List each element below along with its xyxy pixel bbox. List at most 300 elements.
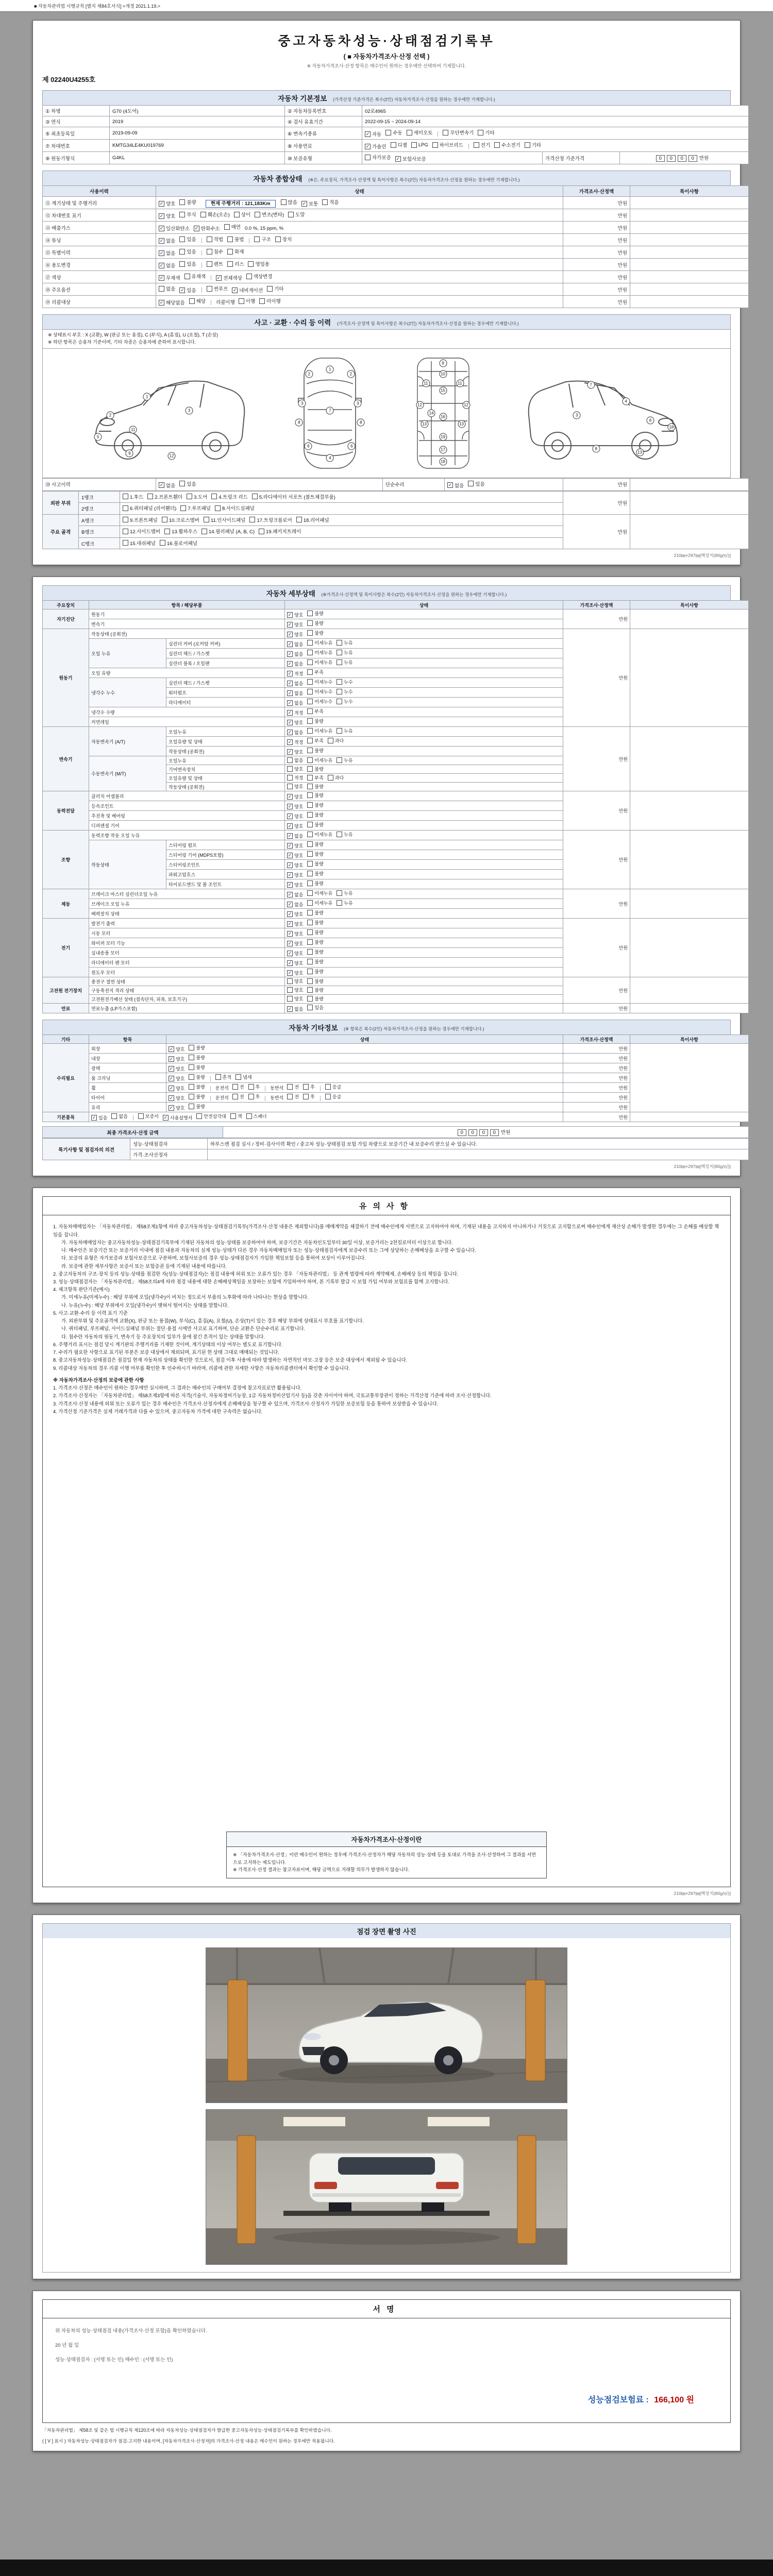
checkbox-양호[interactable] — [169, 1056, 184, 1062]
part-number-5: 5 — [94, 433, 102, 440]
checkbox-불량[interactable] — [307, 841, 323, 848]
checkbox-불량[interactable] — [189, 1054, 205, 1061]
checkbox-mark — [189, 298, 195, 304]
checkbox-있음[interactable] — [307, 1004, 323, 1011]
checkbox-색상변경[interactable] — [246, 273, 273, 280]
checkbox-누유[interactable] — [337, 831, 352, 838]
checkbox-미세누유[interactable] — [307, 757, 332, 764]
checkbox-불량[interactable] — [189, 1074, 205, 1080]
checkbox-label: 미세누유 — [314, 901, 333, 906]
checkbox-mark — [164, 529, 170, 534]
checkbox-양호[interactable] — [287, 911, 303, 918]
checkbox-양호[interactable] — [169, 1046, 184, 1053]
fee-label: 성능점검보험료 : — [587, 2395, 649, 2404]
checkbox-누유[interactable] — [337, 890, 352, 896]
checkbox-label: 불량 — [314, 940, 324, 945]
checkbox-12.사이드멤버[interactable] — [123, 528, 160, 535]
checkbox-유채색[interactable] — [184, 273, 206, 280]
checkbox-미세누유[interactable] — [307, 831, 332, 838]
checkbox-디젤[interactable] — [391, 141, 407, 148]
checkbox-label: 훼손(오손) — [207, 212, 230, 218]
label-cell: 실린더 블록 / 오일팬 — [166, 658, 285, 668]
checkbox-과다[interactable] — [328, 737, 344, 744]
checkbox-불량[interactable] — [307, 792, 323, 799]
checkbox-전[interactable] — [232, 1093, 244, 1100]
checkbox-양호[interactable] — [169, 1105, 184, 1111]
checkbox-불량[interactable] — [307, 718, 323, 724]
checkbox-mark — [307, 890, 313, 896]
checkbox-미세누유[interactable] — [307, 659, 332, 666]
checkbox-도말[interactable] — [288, 211, 305, 218]
checkbox-mark — [179, 199, 185, 205]
checkbox-양호[interactable] — [287, 766, 303, 772]
checkbox-없음[interactable] — [287, 757, 303, 764]
checkbox-미세누수[interactable] — [307, 679, 332, 685]
checkbox-후[interactable] — [248, 1083, 260, 1090]
checkbox-불량[interactable] — [189, 1064, 205, 1071]
checkbox-가솔린[interactable] — [365, 143, 386, 150]
section-detail-title: 자동차 세부상태 — [266, 590, 315, 598]
checkbox-불량[interactable] — [307, 610, 323, 617]
checkbox-없음[interactable] — [287, 641, 303, 648]
value-cell — [285, 791, 563, 801]
checkbox-양호[interactable] — [287, 882, 303, 888]
checkbox-label: 없음 — [119, 1114, 128, 1120]
checkbox-양호[interactable] — [159, 212, 175, 219]
checkbox-label: 4.트렁크 리드 — [219, 494, 248, 500]
checkbox-있음[interactable] — [179, 235, 196, 243]
checkbox-보험사보증[interactable] — [395, 155, 426, 162]
checkbox-응급[interactable] — [325, 1093, 341, 1100]
page-2 — [32, 577, 741, 1176]
checkbox-불량[interactable] — [307, 929, 323, 936]
checkbox-렌트[interactable] — [207, 260, 223, 267]
checkbox-양호[interactable] — [287, 823, 303, 829]
label-cell: 가격산정 기준가격 — [543, 152, 620, 164]
checkbox-불량[interactable] — [189, 1044, 205, 1051]
checkbox-양호[interactable] — [287, 960, 303, 967]
checkbox-LPG[interactable] — [411, 142, 428, 148]
checkbox-적정[interactable] — [287, 774, 303, 781]
checkbox-불법[interactable] — [227, 235, 244, 243]
checkbox-양호[interactable] — [287, 978, 303, 985]
value-cell — [285, 928, 563, 938]
checkbox-없음[interactable] — [111, 1113, 127, 1120]
checkbox-없음[interactable] — [287, 690, 303, 697]
checkbox-후[interactable] — [248, 1093, 260, 1100]
checkbox-양호[interactable] — [287, 930, 303, 937]
checkbox-불량[interactable] — [307, 811, 323, 818]
notice-line: 5. 사고·교환·수리 등 이력 표기 기준 — [53, 1310, 128, 1316]
section-overall-title: 자동차 종합상태 — [253, 175, 303, 183]
checkbox-불량[interactable] — [307, 995, 323, 1002]
checkbox-불량[interactable] — [307, 860, 323, 867]
checkbox-누유[interactable] — [337, 649, 352, 656]
checkbox-양호[interactable] — [287, 749, 303, 755]
checkbox-불량[interactable] — [307, 783, 323, 790]
checkbox-없음[interactable] — [159, 249, 175, 257]
checkbox-일산화탄소[interactable] — [159, 225, 190, 232]
checkbox-mark — [411, 142, 417, 148]
checkbox-양호[interactable] — [287, 995, 303, 1002]
checkbox-불량[interactable] — [307, 880, 323, 887]
checkbox-누유[interactable] — [337, 659, 352, 666]
checkbox-하이브리드[interactable] — [432, 141, 463, 148]
checkbox-11.인사이드패널[interactable] — [204, 516, 246, 523]
checkbox-부족[interactable] — [307, 774, 323, 781]
checkbox-label: 없음 — [294, 834, 304, 839]
checkbox-없음[interactable] — [159, 237, 175, 244]
checkbox-양호[interactable] — [287, 783, 303, 790]
checkbox-전기[interactable] — [474, 141, 490, 148]
checkbox-13.휠하우스[interactable] — [164, 528, 197, 535]
part-number-12: 12 — [416, 401, 424, 409]
checkbox-자가보증[interactable] — [365, 154, 391, 161]
checkbox-label: 많음 — [288, 200, 297, 206]
checkbox-mark — [287, 766, 293, 772]
label-cell: ⑦ 차대번호 — [43, 140, 110, 152]
checkbox-없음[interactable] — [287, 1006, 303, 1012]
checkbox-불량[interactable] — [307, 939, 323, 945]
checkbox-보증서[interactable] — [138, 1113, 159, 1120]
label-cell: 상태 — [166, 1035, 563, 1044]
checkbox-양호[interactable] — [287, 621, 303, 628]
checkbox-없음[interactable] — [287, 833, 303, 839]
checkbox-없음[interactable] — [287, 660, 303, 667]
checkbox-9.프론트패널[interactable] — [123, 516, 158, 523]
checkbox-label: 양호 — [294, 613, 304, 618]
checkbox-없음[interactable] — [287, 729, 303, 736]
checkbox-mark — [234, 212, 240, 217]
checkbox-기타[interactable] — [525, 141, 541, 148]
checkbox-2.프론트휀더[interactable] — [147, 493, 182, 500]
checkbox-없음[interactable] — [159, 262, 175, 269]
checkbox-label: 무단변속기 — [450, 130, 474, 136]
amount-unit: 만원 — [699, 156, 709, 161]
checkbox-6.쿼터패널 (리어휀더)[interactable] — [123, 504, 176, 512]
checkbox-불량[interactable] — [307, 851, 323, 857]
checkbox-없음[interactable] — [287, 901, 303, 908]
checkbox-적정[interactable] — [287, 670, 303, 677]
label-cell: 원동기 — [43, 629, 89, 727]
checkbox-15.대쉬패널[interactable] — [123, 539, 156, 547]
checkbox-mark — [307, 861, 313, 867]
checkbox-불량[interactable] — [307, 630, 323, 636]
checkbox-label: 있음 — [187, 288, 196, 294]
checkbox-양호[interactable] — [287, 719, 303, 726]
checkbox-미이행[interactable] — [259, 297, 281, 304]
label-cell: 냉각수 누수 — [89, 678, 166, 707]
checkbox-mark — [179, 212, 185, 217]
checkbox-불량[interactable] — [189, 1093, 205, 1100]
checkbox-적정[interactable] — [287, 709, 303, 716]
checkbox-탄화수소[interactable] — [194, 225, 220, 232]
checkbox-누유[interactable] — [337, 900, 352, 906]
checkbox-양호[interactable] — [287, 872, 303, 878]
checkbox-mark — [123, 517, 128, 522]
checkbox-양호[interactable] — [287, 950, 303, 957]
checkbox-전[interactable] — [232, 1083, 244, 1090]
checkbox-기타[interactable] — [267, 285, 283, 292]
checkbox-상이[interactable] — [234, 211, 250, 218]
checkbox-없음[interactable] — [159, 482, 175, 489]
checkbox-있음[interactable] — [179, 260, 196, 267]
checkbox-mark — [248, 1084, 254, 1090]
checkbox-잭[interactable] — [230, 1113, 242, 1120]
checkbox-영업용[interactable] — [248, 260, 270, 267]
checkbox-해당[interactable] — [189, 297, 206, 304]
checkbox-없음[interactable] — [287, 891, 303, 898]
checkbox-미세누유[interactable] — [307, 900, 332, 906]
value-cell — [285, 688, 563, 698]
checkbox-불량[interactable] — [307, 978, 323, 985]
checkbox-label: 없음 — [294, 902, 304, 908]
checkbox-mark — [307, 1005, 313, 1010]
checkbox-양호[interactable] — [169, 1085, 184, 1092]
checkbox-없음[interactable] — [287, 651, 303, 657]
checkbox-미세누수[interactable] — [307, 698, 332, 705]
checkbox-불량[interactable] — [307, 821, 323, 828]
checkbox-18.리어패널[interactable] — [296, 516, 329, 523]
checkbox-세미오토[interactable] — [407, 129, 433, 136]
checkbox-양호[interactable] — [287, 862, 303, 869]
footer-line-1: 「자동차관리법」 제58조 및 같은 법 시행규칙 제120조에 따라 자동차성능·상태점검자가 발급한 중고자동차성능·상태점검기록부를 확인하였습니다. — [42, 2427, 332, 2433]
checkbox-있음[interactable] — [91, 1114, 107, 1121]
checkbox-양호[interactable] — [159, 200, 175, 207]
checkbox-적음[interactable] — [322, 198, 339, 206]
value-cell — [630, 1112, 749, 1122]
checkbox-양호[interactable] — [287, 852, 303, 859]
checkbox-mark — [287, 757, 293, 763]
checkbox-누수[interactable] — [337, 688, 352, 695]
checkbox-불량[interactable] — [307, 620, 323, 626]
checkbox-구조[interactable] — [254, 235, 271, 243]
checkbox-있음[interactable] — [179, 480, 196, 487]
checkbox-불량[interactable] — [307, 870, 323, 877]
checkbox-화재[interactable] — [227, 248, 244, 255]
checkbox-수소전기[interactable] — [494, 141, 520, 148]
checkbox-누유[interactable] — [337, 727, 352, 734]
checkbox-양호[interactable] — [287, 793, 303, 800]
checkbox-스패너[interactable] — [246, 1113, 267, 1120]
checkbox-양호[interactable] — [287, 987, 303, 993]
checkbox-양호[interactable] — [169, 1075, 184, 1082]
checkbox-label: 수동 — [393, 130, 402, 136]
checkbox-불량[interactable] — [307, 747, 323, 754]
value-cell — [166, 1103, 563, 1112]
label-cell: ⑱ 주요옵션 — [43, 283, 156, 296]
checkbox-양호[interactable] — [287, 803, 303, 810]
checkbox-안전삼각대[interactable] — [196, 1113, 226, 1120]
checkbox-mark — [307, 718, 313, 724]
checkbox-적정[interactable] — [287, 739, 303, 745]
section-detail-note: (※가격조사·산정액 및 특이사항은 복수(2인) 자동차가격조사·산정을 원하는 경우에만 기재합니다.) — [321, 592, 507, 598]
checkbox-해당없음[interactable] — [159, 299, 185, 306]
checkbox-1.후드[interactable] — [123, 493, 143, 500]
checkbox-19.패키지트레이[interactable] — [259, 528, 301, 535]
checkbox-과다[interactable] — [328, 774, 344, 781]
checkbox-냄새[interactable] — [236, 1074, 251, 1080]
checkbox-양호[interactable] — [287, 842, 303, 849]
checkbox-mark: ✓ — [288, 671, 292, 676]
checkbox-label: 전 — [239, 1094, 244, 1100]
checkbox-미세누유[interactable] — [307, 639, 332, 646]
checkbox-있음[interactable] — [179, 248, 196, 255]
checkbox-label: 불량 — [314, 910, 324, 916]
checkbox-label: 적정 — [294, 775, 304, 781]
notice-line: 나. 누유(누수) : 해당 부위에서 오일(냉각수)이 맺혀서 떨어지는 상태를 말합니다. — [61, 1302, 229, 1308]
checkbox-불량[interactable] — [307, 948, 323, 955]
checkbox-label: 불량 — [314, 996, 324, 1002]
price-cell: 만원 — [563, 977, 630, 1004]
price-cell: 만원 — [563, 791, 630, 831]
checkbox-없음[interactable] — [287, 700, 303, 706]
checkbox-mark: ✓ — [288, 862, 292, 868]
checkbox-변조(변타)[interactable] — [255, 211, 284, 218]
checkbox-미세누유[interactable] — [307, 727, 332, 734]
label-cell: 유리 — [89, 1103, 166, 1112]
checkbox-부족[interactable] — [307, 708, 323, 715]
checkbox-양호[interactable] — [169, 1065, 184, 1072]
checkbox-mark — [307, 620, 313, 626]
checkbox-자동[interactable] — [365, 130, 381, 138]
checkbox-있음[interactable] — [179, 286, 196, 294]
checkbox-mark — [184, 274, 190, 279]
checkbox-label: LPG — [418, 142, 428, 148]
checkbox-mark — [296, 517, 302, 522]
checkbox-mark: ✓ — [288, 690, 292, 696]
checkbox-이행[interactable] — [239, 297, 255, 304]
fee-amount: 166,100 원 — [654, 2395, 694, 2404]
notice-line: 7. 수리가 필요한 사항으로 표기된 부분은 보증 대상에서 제외되며, 표기된 현 상태 그대로 매매되는 것입니다. — [53, 1349, 279, 1355]
checkbox-mark — [287, 987, 293, 993]
checkbox-많음[interactable] — [281, 198, 297, 206]
checkbox-양호[interactable] — [287, 970, 303, 976]
checkbox-mark — [337, 659, 342, 665]
checkbox-label: 적정 — [294, 710, 304, 716]
checkbox-불량[interactable] — [307, 958, 323, 965]
checkbox-불량[interactable] — [307, 919, 323, 926]
checkbox-전[interactable] — [287, 1083, 299, 1090]
checkbox-후[interactable] — [303, 1093, 315, 1100]
checkbox-불량[interactable] — [307, 909, 323, 916]
checkbox-없음[interactable] — [287, 680, 303, 687]
checkbox-mark: ✓ — [288, 853, 292, 858]
inline-text: 동반석 — [270, 1095, 284, 1101]
checkbox-무단변속기[interactable] — [443, 129, 474, 136]
paper-size-mark: 210㎜×297㎜[백상지(80g/㎡)] — [674, 1164, 731, 1170]
label-cell: ① 차명 — [43, 106, 110, 116]
checkbox-mark — [391, 142, 396, 148]
checkbox-label: 없음 — [166, 239, 176, 244]
checkbox-리스[interactable] — [227, 260, 244, 267]
checkbox-5.라디에이터 서포트 (볼트체결부품)[interactable] — [252, 493, 335, 500]
checkbox-썬루프[interactable] — [207, 285, 228, 292]
checkbox-미세누유[interactable] — [307, 890, 332, 896]
checkbox-미세누수[interactable] — [307, 688, 332, 695]
checkbox-매연[interactable] — [224, 223, 241, 230]
checkbox-양호[interactable] — [169, 1095, 184, 1101]
checkbox-응급[interactable] — [325, 1083, 341, 1090]
checkbox-불량[interactable] — [189, 1103, 205, 1110]
inspection-photo-rear — [206, 2109, 567, 2265]
checkbox-7.루프패널[interactable] — [180, 504, 211, 512]
checkbox-mark: ✓ — [288, 960, 292, 966]
checkbox-전[interactable] — [287, 1093, 299, 1100]
checkbox-보통[interactable] — [301, 200, 318, 207]
price-definition-body — [227, 1847, 546, 1877]
checkbox-8.사이드실패널[interactable] — [215, 504, 255, 512]
checkbox-양호[interactable] — [287, 921, 303, 927]
checkbox-수동[interactable] — [385, 129, 402, 136]
checkbox-양호[interactable] — [287, 631, 303, 638]
checkbox-양호[interactable] — [287, 940, 303, 947]
price-cell: 만원 — [563, 1004, 630, 1013]
label-cell: 등속조인트 — [89, 801, 285, 811]
checkbox-불량[interactable] — [307, 968, 323, 975]
checkbox-네비게이션[interactable] — [232, 286, 263, 294]
checkbox-label: 불량 — [314, 803, 324, 808]
checkbox-적법[interactable] — [207, 235, 223, 243]
checkbox-누수[interactable] — [337, 679, 352, 685]
checkbox-label: 양호 — [294, 873, 304, 878]
checkbox-불량[interactable] — [307, 987, 323, 993]
checkbox-mark: ✓ — [92, 1115, 96, 1121]
checkbox-흔적[interactable] — [215, 1074, 231, 1080]
checkbox-mark — [307, 939, 313, 945]
checkbox-label: 썬루프 — [213, 286, 228, 292]
checkbox-기타[interactable] — [478, 129, 494, 136]
checkbox-불량[interactable] — [189, 1083, 205, 1090]
checkbox-10.크로스멤버[interactable] — [162, 516, 199, 523]
checkbox-불량[interactable] — [179, 198, 196, 206]
checkbox-있음[interactable] — [468, 480, 484, 487]
checkbox-누유[interactable] — [337, 639, 352, 646]
checkbox-14.필러패널 (A, B, C)[interactable] — [201, 528, 255, 535]
checkbox-침수[interactable] — [207, 248, 223, 255]
checkbox-부족[interactable] — [307, 737, 323, 744]
checkbox-누수[interactable] — [337, 698, 352, 705]
checkbox-부족[interactable] — [307, 669, 323, 675]
label-cell: 변속기 — [89, 619, 285, 629]
checkbox-4.트렁크 리드[interactable] — [211, 493, 247, 500]
amount-digit-box: 0 — [667, 155, 676, 162]
label-cell: 디퍼렌셜 기어 — [89, 821, 285, 831]
checkbox-무채색[interactable] — [159, 274, 180, 281]
checkbox-없음[interactable] — [159, 285, 175, 292]
checkbox-mark — [211, 494, 217, 499]
checkbox-불량[interactable] — [307, 766, 323, 772]
amount-digit-box: 0 — [656, 155, 665, 162]
checkbox-16.플로어패널[interactable] — [160, 539, 197, 547]
checkbox-부식[interactable] — [179, 211, 196, 218]
checkbox-양호[interactable] — [287, 813, 303, 820]
checkbox-장치[interactable] — [275, 235, 292, 243]
checkbox-후[interactable] — [303, 1083, 315, 1090]
checkbox-없음[interactable] — [447, 482, 464, 489]
checkbox-양호[interactable] — [287, 612, 303, 618]
checkbox-불량[interactable] — [307, 802, 323, 808]
checkbox-3.도어[interactable] — [187, 493, 207, 500]
checkbox-누유[interactable] — [337, 757, 352, 764]
checkbox-훼손(오손)[interactable] — [200, 211, 230, 218]
checkbox-17.트렁크플로어[interactable] — [249, 516, 292, 523]
checkbox-전체색상[interactable] — [216, 274, 242, 281]
divider — [201, 263, 202, 268]
notice-line: 다. 보증의 유형은 자가보증과 보험사보증으로 구분하며, 보험사보증의 경우 성능·상태점검자가 가입한 책임보험 등을 통하여 보상이 이루어집니다. — [61, 1255, 366, 1261]
checkbox-미세누유[interactable] — [307, 649, 332, 656]
checkbox-사용설명서[interactable] — [163, 1114, 192, 1121]
